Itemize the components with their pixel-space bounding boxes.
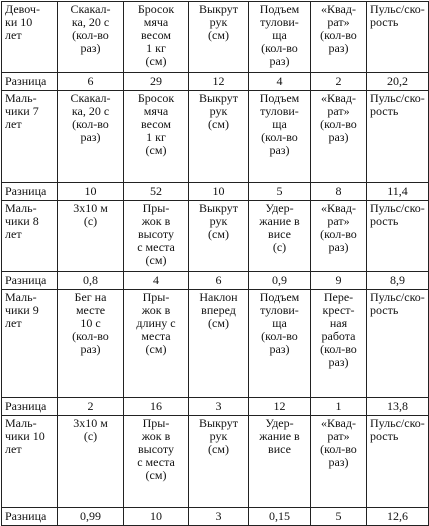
difference-row — [2, 183, 429, 201]
test-name: Скакал- ка, 20 с (кол-во раз) — [58, 91, 124, 183]
difference-value: 10 — [189, 183, 249, 201]
difference-value: 2 — [311, 73, 367, 91]
difference-value: 9 — [311, 272, 367, 290]
difference-value: 11,4 — [367, 183, 429, 201]
difference-value: 52 — [124, 183, 189, 201]
test-name: Выкрут рук (см) — [189, 2, 249, 73]
difference-label: Разница — [2, 272, 58, 290]
test-name: 3х10 м (с) — [58, 416, 124, 508]
table-body — [2, 2, 429, 526]
difference-value: 8 — [311, 183, 367, 201]
test-name: Пры- жок в высоту с места (см) — [124, 201, 189, 272]
difference-value: 4 — [249, 73, 311, 91]
test-name: 3х10 м (с) — [58, 201, 124, 272]
test-name: Пры- жок в длину с места (см) — [124, 290, 189, 398]
difference-value: 20,2 — [367, 73, 429, 91]
difference-value: 5 — [311, 508, 367, 526]
difference-row — [2, 398, 429, 416]
difference-label: Разница — [2, 508, 58, 526]
test-name: «Квад- рат» (кол-во раз) — [311, 91, 367, 183]
group-header-row — [2, 91, 429, 183]
test-name: Удер- жание в висе (с) — [249, 201, 311, 272]
difference-value: 0,9 — [249, 272, 311, 290]
test-name: Пры- жок в высоту с места (см) — [124, 416, 189, 508]
difference-value: 2 — [58, 398, 124, 416]
difference-row — [2, 508, 429, 526]
difference-value: 12,6 — [367, 508, 429, 526]
test-name: Пульс/ско- рость — [367, 290, 429, 398]
difference-value: 16 — [124, 398, 189, 416]
results-table — [1, 1, 429, 526]
test-name: Выкрут рук (см) — [189, 91, 249, 183]
difference-value: 5 — [249, 183, 311, 201]
difference-label: Разница — [2, 73, 58, 91]
difference-value: 13,8 — [367, 398, 429, 416]
test-name: «Квад- рат» (кол-во раз) — [311, 201, 367, 272]
group-label: Маль- чики 7 лет — [2, 91, 58, 183]
difference-value: 6 — [189, 272, 249, 290]
difference-value: 4 — [124, 272, 189, 290]
difference-value: 12 — [189, 73, 249, 91]
difference-value: 10 — [124, 508, 189, 526]
test-name: Пульс/ско- рость — [367, 91, 429, 183]
difference-value: 0,99 — [58, 508, 124, 526]
difference-value: 8,9 — [367, 272, 429, 290]
group-label: Маль- чики 9 лет — [2, 290, 58, 398]
group-label: Маль- чики 8 лет — [2, 201, 58, 272]
document-page — [0, 1, 429, 523]
test-name: Выкрут рук (см) — [189, 201, 249, 272]
difference-value: 0,8 — [58, 272, 124, 290]
difference-value: 3 — [189, 508, 249, 526]
test-name: Бросок мяча весом 1 кг (см) — [124, 91, 189, 183]
test-name: «Квад- рат» (кол-во раз) — [311, 2, 367, 73]
difference-value: 29 — [124, 73, 189, 91]
difference-label: Разница — [2, 183, 58, 201]
difference-value: 0,15 — [249, 508, 311, 526]
test-name: Выкрут рук (см) — [189, 416, 249, 508]
test-name: Подъем тулови- ща (кол-во раз) — [249, 290, 311, 398]
test-name: Пере- крест- ная работа (кол-во раз) — [311, 290, 367, 398]
difference-row — [2, 272, 429, 290]
test-name: Скакал- ка, 20 с (кол-во раз) — [58, 2, 124, 73]
group-header-row — [2, 416, 429, 508]
group-header-row — [2, 201, 429, 272]
difference-value: 6 — [58, 73, 124, 91]
difference-value: 12 — [249, 398, 311, 416]
difference-value: 1 — [311, 398, 367, 416]
test-name: Наклон вперед (см) — [189, 290, 249, 398]
difference-row — [2, 73, 429, 91]
test-name: Пульс/ско- рость — [367, 416, 429, 508]
difference-value: 10 — [58, 183, 124, 201]
group-label: Девоч- ки 10 лет — [2, 2, 58, 73]
group-label: Маль- чики 10 лет — [2, 416, 58, 508]
test-name: Бег на месте 10 с (кол-во раз) — [58, 290, 124, 398]
test-name: Пульс/ско- рость — [367, 2, 429, 73]
test-name: Бросок мяча весом 1 кг (см) — [124, 2, 189, 73]
difference-label: Разница — [2, 398, 58, 416]
difference-value: 3 — [189, 398, 249, 416]
test-name: Пульс/ско- рость — [367, 201, 429, 272]
group-header-row — [2, 2, 429, 73]
test-name: Подъем тулови- ща (кол-во раз) — [249, 2, 311, 73]
test-name: «Квад- рат» (кол-во раз) — [311, 416, 367, 508]
test-name: Подъем тулови- ща (кол-во раз) — [249, 91, 311, 183]
group-header-row — [2, 290, 429, 398]
test-name: Удер- жание в висе — [249, 416, 311, 508]
